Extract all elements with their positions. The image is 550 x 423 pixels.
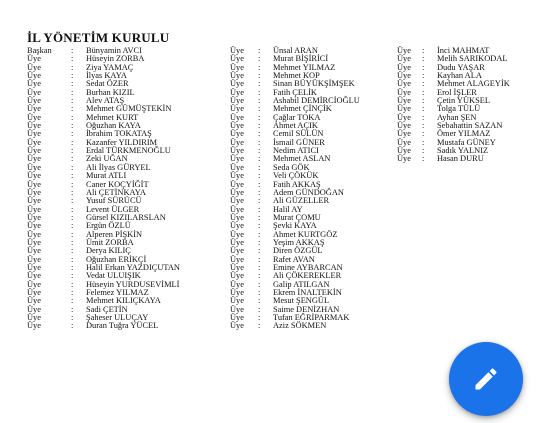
member-role: Üye <box>27 96 41 106</box>
member-role: Üye <box>27 313 41 322</box>
member-role: Üye <box>230 271 244 281</box>
member-name: Murat ATLI <box>86 171 127 181</box>
role-separator: : <box>71 146 74 156</box>
member-role: Üye <box>27 179 41 189</box>
role-separator: : <box>258 54 261 64</box>
member-role: Üye <box>27 221 41 231</box>
member-role: Üye <box>27 262 41 272</box>
member-name: Çağlar TOKA <box>273 112 321 122</box>
member-role: Üye <box>27 129 41 139</box>
role-separator: : <box>71 62 74 72</box>
member-role: Üye <box>27 204 41 214</box>
role-separator: : <box>71 204 74 214</box>
role-separator: : <box>258 154 261 164</box>
role-separator: : <box>71 54 74 64</box>
member-role: Üye <box>230 71 244 81</box>
role-separator: : <box>258 96 261 106</box>
member-role: Üye <box>230 204 244 214</box>
member-role: Üye <box>230 304 244 314</box>
member-name: Vedat ULUIŞIK <box>86 271 141 281</box>
role-separator: : <box>71 46 74 55</box>
member-role: Üye <box>230 287 244 297</box>
role-separator: : <box>258 62 261 72</box>
member-name: Aziz SÖKMEN <box>273 321 327 331</box>
member-role: Üye <box>230 62 244 72</box>
role-separator: : <box>258 246 261 256</box>
member-name: İnci MAHMAT <box>437 46 490 55</box>
member-role: Üye <box>230 296 244 306</box>
member-role: Üye <box>27 146 41 156</box>
role-separator: : <box>258 229 261 239</box>
member-name: Halil AY <box>273 204 303 214</box>
role-separator: : <box>258 279 261 289</box>
member-name: Veli ÇÖKÜK <box>273 171 319 181</box>
role-separator: : <box>71 254 74 264</box>
member-name: İbrahim TOKATAŞ <box>86 129 152 139</box>
member-role: Üye <box>230 46 244 55</box>
role-separator: : <box>258 321 261 331</box>
member-name: Oğuzhan ERİKÇİ <box>86 254 147 264</box>
role-separator: : <box>71 179 74 189</box>
role-separator: : <box>258 79 261 89</box>
member-name: Mehmet KILIÇKAYA <box>86 296 161 306</box>
member-name: Nedim ATICI <box>273 146 319 156</box>
member-name: Mehmet ALAGEYİK <box>437 79 510 89</box>
member-name: Ali GÜZELLER <box>273 196 330 206</box>
role-separator: : <box>258 262 261 272</box>
role-separator: : <box>71 212 74 222</box>
member-name: Oğuzhan KAYA <box>86 121 141 131</box>
member-name: Emine AYBARCAN <box>273 262 343 272</box>
member-name: Mustafa GÜNEY <box>437 137 496 147</box>
member-role: Üye <box>230 137 244 147</box>
member-name: Erdal TÜRKMENOĞLU <box>86 146 171 156</box>
member-name: Sebahattin SAZAN <box>437 121 503 131</box>
member-name: Ali ÇETİNKAYA <box>86 187 146 197</box>
member-name: Mehmet GÜMÜŞTEKİN <box>86 104 172 114</box>
member-role: Üye <box>27 196 41 206</box>
member-name: Mehmet ÇİNÇİK <box>273 104 332 114</box>
member-role: Üye <box>27 187 41 197</box>
pencil-edit-icon <box>472 365 500 393</box>
member-role: Üye <box>27 304 41 314</box>
role-separator: : <box>71 96 74 106</box>
member-name: Seda GÖK <box>273 162 310 172</box>
member-role: Üye <box>230 154 244 164</box>
role-separator: : <box>71 321 74 331</box>
member-name: Ömer YILMAZ <box>437 129 491 139</box>
member-name: Derya KILIÇ <box>86 246 131 256</box>
member-name: Bünyamin AVCI <box>86 46 142 55</box>
role-separator: : <box>71 87 74 97</box>
member-role: Üye <box>27 87 41 97</box>
edit-fab-button[interactable] <box>449 342 523 416</box>
member-name: Mehmet KURT <box>86 112 139 122</box>
member-role: Üye <box>397 71 411 81</box>
role-separator: : <box>258 287 261 297</box>
role-separator: : <box>258 137 261 147</box>
role-separator: : <box>71 246 74 256</box>
role-separator: : <box>71 279 74 289</box>
member-role: Üye <box>27 254 41 264</box>
role-separator: : <box>258 237 261 247</box>
role-separator: : <box>71 196 74 206</box>
role-separator: : <box>71 162 74 172</box>
member-name: Sedat ÖZER <box>86 79 129 89</box>
member-role: Üye <box>230 237 244 247</box>
member-role: Üye <box>397 96 411 106</box>
member-name: Murat BİŞİRİCİ <box>273 54 329 64</box>
member-role: Üye <box>27 154 41 164</box>
role-separator: : <box>258 196 261 206</box>
member-name: Galip ATILGAN <box>273 279 330 289</box>
member-name: Mehmet ASLAN <box>273 154 331 164</box>
member-name: Şaheser ULUÇAY <box>86 313 149 322</box>
role-separator: : <box>71 271 74 281</box>
member-role: Üye <box>397 129 411 139</box>
role-separator: : <box>258 121 261 131</box>
member-name: Halil Erkan YAZDIÇUTAN <box>86 262 180 272</box>
member-role: Üye <box>27 212 41 222</box>
member-role: Üye <box>230 87 244 97</box>
member-role: Üye <box>230 121 244 131</box>
member-role: Üye <box>230 146 244 156</box>
role-separator: : <box>422 129 425 139</box>
member-role: Üye <box>397 104 411 114</box>
member-role: Üye <box>397 46 411 55</box>
member-name: Fatih ÇELİK <box>273 87 317 97</box>
member-name: İsmail GÜNER <box>273 137 325 147</box>
member-name: Burhan KIZIL <box>86 87 135 97</box>
member-role: Üye <box>230 96 244 106</box>
member-role: Üye <box>397 137 411 147</box>
role-separator: : <box>71 229 74 239</box>
member-name: Caner KOÇYİĞİT <box>86 179 149 189</box>
member-name: Ahmet AÇIK <box>273 121 318 131</box>
role-separator: : <box>71 137 74 147</box>
role-separator: : <box>71 221 74 231</box>
role-separator: : <box>422 96 425 106</box>
member-role: Üye <box>230 313 244 322</box>
role-separator: : <box>422 87 425 97</box>
member-name: Ashabil DEMİRCİOĞLU <box>273 96 360 106</box>
member-name: Erol İŞLER <box>437 87 477 97</box>
role-separator: : <box>258 313 261 322</box>
member-name: Ekrem İNALTEKİN <box>273 287 342 297</box>
member-name: Kayhan ALA <box>437 71 482 81</box>
role-separator: : <box>71 287 74 297</box>
member-role: Üye <box>230 229 244 239</box>
member-role: Üye <box>27 104 41 114</box>
member-role: Üye <box>230 179 244 189</box>
member-name: Tufan EĞRİPARMAK <box>273 313 350 322</box>
member-role: Üye <box>27 121 41 131</box>
role-separator: : <box>422 137 425 147</box>
member-role: Üye <box>397 121 411 131</box>
member-name: Ergün ÖZLÜ <box>86 221 131 231</box>
member-role: Üye <box>27 246 41 256</box>
role-separator: : <box>258 46 261 55</box>
role-separator: : <box>71 313 74 322</box>
member-name: Mehmet KOP <box>273 71 320 81</box>
role-separator: : <box>71 296 74 306</box>
member-role: Üye <box>230 196 244 206</box>
role-separator: : <box>258 146 261 156</box>
member-name: Adem GÜNDOĞAN <box>273 187 344 197</box>
member-role: Başkan <box>27 46 52 55</box>
member-name: Gürsel KIZILARSLAN <box>86 212 166 222</box>
member-role: Üye <box>27 287 41 297</box>
page-title: İL YÖNETİM KURULU <box>27 30 170 45</box>
role-separator: : <box>422 46 425 55</box>
member-role: Üye <box>27 271 41 281</box>
member-name: İlyas KAYA <box>86 71 127 81</box>
role-separator: : <box>258 212 261 222</box>
member-role: Üye <box>27 112 41 122</box>
member-role: Üye <box>230 279 244 289</box>
member-role: Üye <box>397 62 411 72</box>
role-separator: : <box>422 62 425 72</box>
role-separator: : <box>258 204 261 214</box>
member-name: Ahmet KURTGÖZ <box>273 229 338 239</box>
role-separator: : <box>71 112 74 122</box>
member-name: Zeki UĞAN <box>86 154 128 164</box>
member-name: Felemez YILMAZ <box>86 287 149 297</box>
member-role: Üye <box>27 229 41 239</box>
role-separator: : <box>71 121 74 131</box>
member-name: Yusuf SÜRÜCÜ <box>86 196 142 206</box>
member-name: Melih SARIKODAL <box>437 54 508 64</box>
role-separator: : <box>422 104 425 114</box>
role-separator: : <box>71 104 74 114</box>
member-role: Üye <box>230 321 244 331</box>
member-name: Çetin YÜKSEL <box>437 96 490 106</box>
member-name: Diren ÖZGÜL <box>273 246 323 256</box>
role-separator: : <box>258 129 261 139</box>
member-role: Üye <box>27 171 41 181</box>
member-role: Üye <box>27 54 41 64</box>
member-name: Rafet AVAN <box>273 254 315 264</box>
member-name: Tolga TÜLÜ <box>437 104 481 114</box>
role-separator: : <box>422 154 425 164</box>
member-role: Üye <box>27 279 41 289</box>
member-name: Saime DENİZHAN <box>273 304 340 314</box>
member-role: Üye <box>230 54 244 64</box>
role-separator: : <box>422 146 425 156</box>
member-name: Yeşim AKKAŞ <box>273 237 325 247</box>
role-separator: : <box>258 104 261 114</box>
role-separator: : <box>71 237 74 247</box>
member-name: Sinan BÜYÜKŞİMŞEK <box>273 79 355 89</box>
member-role: Üye <box>27 237 41 247</box>
role-separator: : <box>258 171 261 181</box>
member-name: Mehmet YILMAZ <box>273 62 336 72</box>
member-name: Levent ÜLGER <box>86 204 140 214</box>
role-separator: : <box>71 71 74 81</box>
member-role: Üye <box>397 112 411 122</box>
member-name: Ali İlyas GÜRYEL <box>86 162 151 172</box>
role-separator: : <box>258 221 261 231</box>
role-separator: : <box>258 71 261 81</box>
member-name: Alev ATAŞ <box>86 96 125 106</box>
role-separator: : <box>258 304 261 314</box>
role-separator: : <box>422 112 425 122</box>
member-role: Üye <box>230 129 244 139</box>
member-name: Ayhan ŞEN <box>437 112 477 122</box>
member-role: Üye <box>397 79 411 89</box>
member-role: Üye <box>230 221 244 231</box>
member-name: Ziya YAMAÇ <box>86 62 134 72</box>
role-separator: : <box>422 71 425 81</box>
member-role: Üye <box>27 62 41 72</box>
member-name: Sadık YALNIZ <box>437 146 489 156</box>
role-separator: : <box>71 129 74 139</box>
member-role: Üye <box>27 321 41 331</box>
member-name: Kazanfer YILDIRIM <box>86 137 158 147</box>
role-separator: : <box>71 171 74 181</box>
member-role: Üye <box>397 54 411 64</box>
member-role: Üye <box>230 112 244 122</box>
member-role: Üye <box>230 187 244 197</box>
member-role: Üye <box>27 79 41 89</box>
role-separator: : <box>258 271 261 281</box>
member-role: Üye <box>27 162 41 172</box>
member-role: Üye <box>27 137 41 147</box>
role-separator: : <box>71 154 74 164</box>
member-name: Murat ÇOMU <box>273 212 321 222</box>
member-role: Üye <box>397 146 411 156</box>
role-separator: : <box>258 112 261 122</box>
member-name: Ali ÇÖKEREKLER <box>273 271 342 281</box>
role-separator: : <box>71 79 74 89</box>
role-separator: : <box>258 179 261 189</box>
member-role: Üye <box>230 212 244 222</box>
role-separator: : <box>258 187 261 197</box>
member-name: Cemil SÜLÜN <box>273 129 324 139</box>
member-role: Üye <box>27 71 41 81</box>
member-role: Üye <box>397 87 411 97</box>
member-name: Ümit ZORBA <box>86 237 134 247</box>
role-separator: : <box>422 121 425 131</box>
member-name: Alperen PİŞKİN <box>86 229 143 239</box>
role-separator: : <box>71 304 74 314</box>
member-role: Üye <box>230 162 244 172</box>
member-name: Dudu YAŞAR <box>437 62 485 72</box>
role-separator: : <box>71 262 74 272</box>
member-role: Üye <box>230 246 244 256</box>
member-name: Fatih AKKAŞ <box>273 179 321 189</box>
role-separator: : <box>422 79 425 89</box>
member-name: Mesut ŞENGÜL <box>273 296 330 306</box>
member-name: Duran Tuğra YÜCEL <box>86 321 159 331</box>
role-separator: : <box>71 187 74 197</box>
role-separator: : <box>258 162 261 172</box>
role-separator: : <box>258 87 261 97</box>
member-name: Hasan DURU <box>437 154 484 164</box>
member-role: Üye <box>230 104 244 114</box>
member-role: Üye <box>230 254 244 264</box>
member-role: Üye <box>230 171 244 181</box>
member-role: Üye <box>230 262 244 272</box>
member-role: Üye <box>230 79 244 89</box>
role-separator: : <box>422 54 425 64</box>
member-role: Üye <box>27 296 41 306</box>
member-name: Hüseyin ZORBA <box>86 54 145 64</box>
member-name: Şevki KAYA <box>273 221 317 231</box>
member-name: Sadi ÇETİN <box>86 304 128 314</box>
role-separator: : <box>258 296 261 306</box>
role-separator: : <box>258 254 261 264</box>
member-role: Üye <box>397 154 411 164</box>
member-name: Hüseyin YURDUSEVİMLİ <box>86 279 180 289</box>
member-name: Ünsal ARAN <box>273 46 318 55</box>
